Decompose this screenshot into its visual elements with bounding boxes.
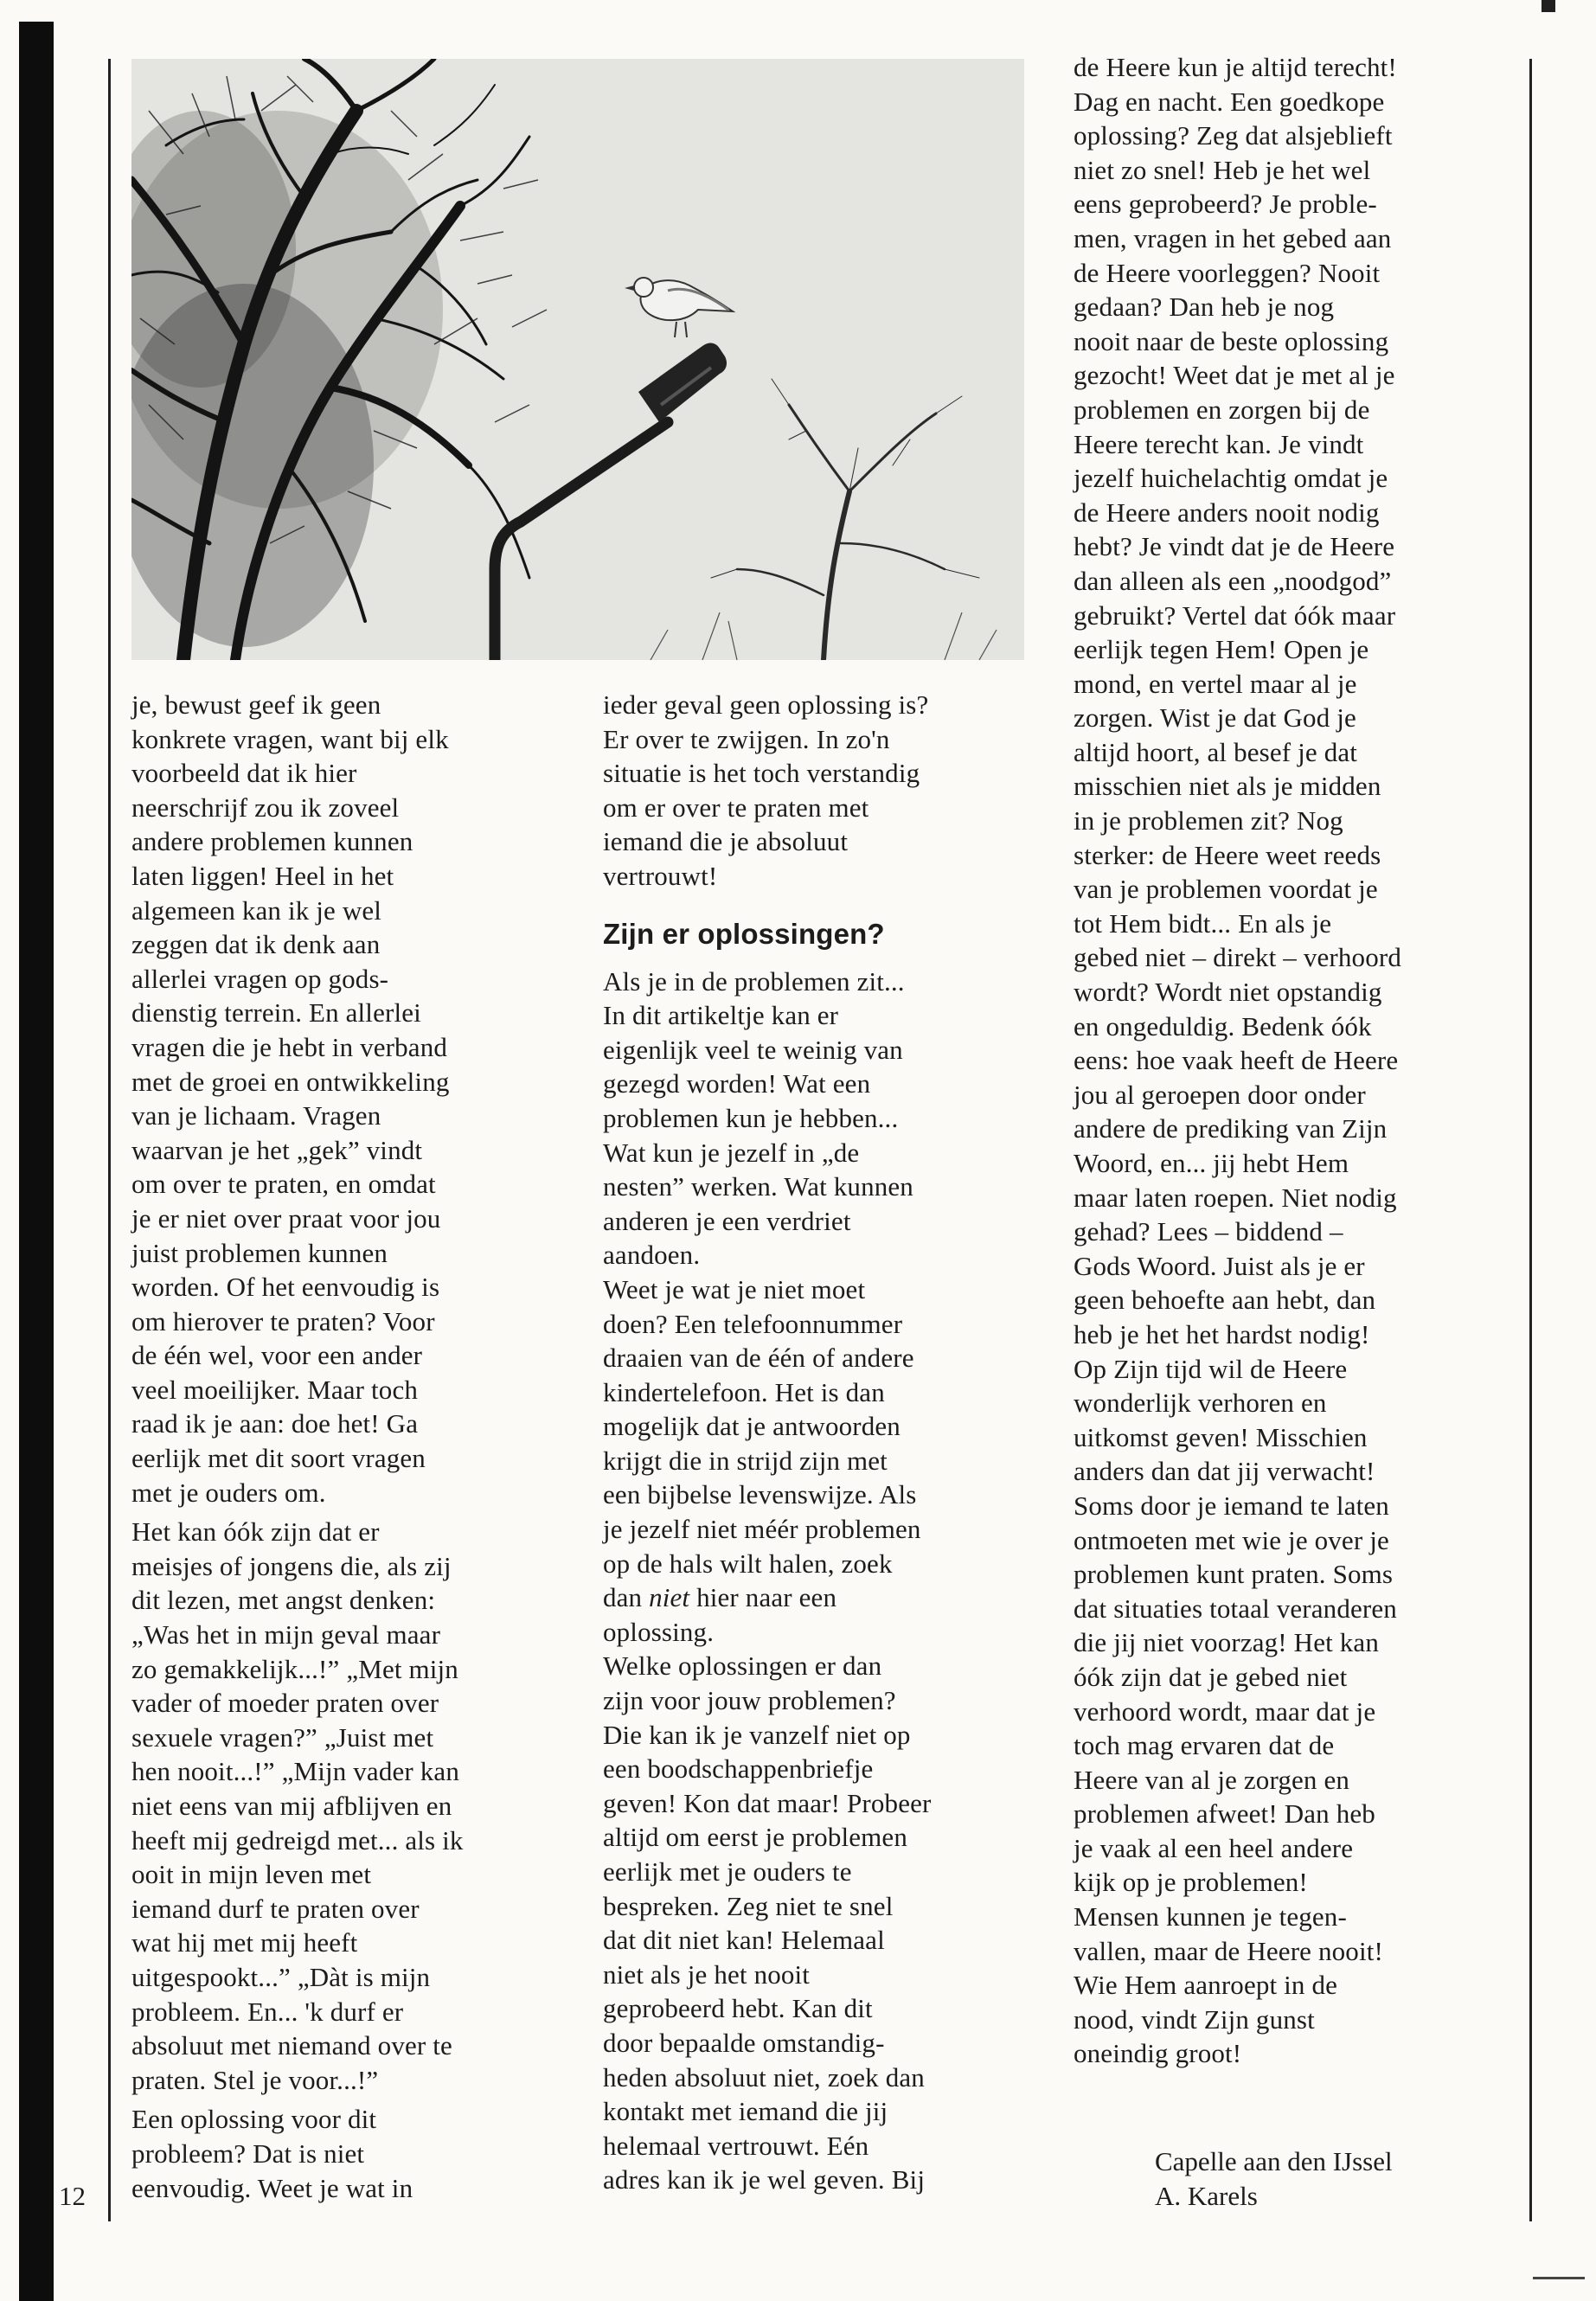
scan-bottom-mark (1533, 2277, 1585, 2279)
col3-line: jou al geroepen door onder (1074, 1079, 1366, 1110)
scan-top-mark (1542, 0, 1555, 12)
col3-line: gebed niet – direkt – verhoord (1074, 942, 1401, 973)
col3-line: men, vragen in het gebed aan (1074, 222, 1392, 253)
col1-line: konkrete vragen, want bij elk (131, 723, 449, 754)
col2-line: heden absoluut niet, zoek dan (603, 2061, 925, 2093)
col2-line: een boodschappenbriefje (603, 1753, 874, 1785)
col1-line: absoluut met niemand over te (131, 2030, 452, 2061)
col3-line: óók zijn dat je gebed niet (1074, 1661, 1348, 1692)
col2-line: problemen kun je hebben... (603, 1102, 899, 1133)
col3-line: toch mag ervaren dat de (1074, 1730, 1335, 1761)
paragraph-8 (1074, 50, 1523, 2071)
col1-line: algemeen kan ik je wel (131, 894, 382, 926)
col1-line: raad ik je aan: doe het! Ga (131, 1408, 419, 1439)
col1-line: met de groei en ontwikkeling (131, 1066, 450, 1097)
col2-line: dat dit niet kan! Helemaal (603, 1925, 885, 1956)
col3-line: gehad? Lees – biddend – (1074, 1216, 1343, 1247)
col1-line: dienstig terrein. En allerlei (131, 997, 421, 1029)
col3-line: problemen afweet! Dan heb (1074, 1798, 1375, 1830)
col1-line: wat hij met mij heeft (131, 1927, 358, 1958)
col2-line: eerlijk met je ouders te (603, 1856, 852, 1887)
col3-line: vallen, maar de Heere nooit! (1074, 1935, 1383, 1966)
col1-line: sexuele vragen?” „Juist met (131, 1721, 434, 1753)
col1-line: niet eens van mij afblijven en (131, 1791, 452, 1821)
col3-line: eens geprobeerd? Je proble- (1074, 189, 1377, 220)
article-column-1 (131, 688, 564, 2205)
col3-line: ontmoeten met wie je over je (1074, 1524, 1389, 1555)
col1-line: zeggen dat ik denk aan (131, 929, 381, 960)
page-number: 12 (59, 2181, 86, 2211)
col3-line: nooit naar de beste oplossing (1074, 325, 1389, 356)
col1-line: vader of moeder praten over (131, 1688, 439, 1719)
col1-line: iemand durf te praten over (131, 1893, 420, 1924)
col3-line: problemen kunt praten. Soms (1074, 1559, 1394, 1590)
article-column-2 (603, 688, 1035, 2197)
col2-line: bespreken. Zeg niet te snel (603, 1890, 894, 1921)
col1-line: allerlei vragen op gods- (131, 963, 389, 994)
col2-line: kindertelefoon. Het is dan (603, 1376, 885, 1407)
col2-line: doen? Een telefoonnummer (603, 1308, 903, 1339)
col3-line: Wie Hem aanroept in de (1074, 1970, 1338, 2001)
col2-line: zijn voor jouw problemen? (603, 1685, 896, 1716)
col1-line: Het kan óók zijn dat er (131, 1516, 380, 1548)
col1-line: je, bewust geef ik geen (131, 689, 381, 720)
col2-line: mogelijk dat je antwoorden (603, 1411, 901, 1442)
col3-line: jezelf huichelachtig omdat je (1074, 463, 1388, 494)
col3-line: Mensen kunnen je tegen- (1074, 1901, 1347, 1932)
col3-line: de Heere voorleggen? Nooit (1074, 257, 1381, 288)
col3-line: gezocht! Weet dat je met al je (1074, 360, 1395, 391)
col2-line: ieder geval geen oplossing is? (603, 689, 929, 720)
col2-line: niet als je het nooit (603, 1958, 811, 1990)
col1-line: voorbeeld dat ik hier (131, 758, 357, 789)
paragraph-2 (131, 1515, 564, 2097)
paragraph-7 (603, 1615, 1035, 2197)
col2-line: Welke oplossingen er dan (603, 1650, 882, 1682)
col1-line: veel moeilijker. Maar toch (131, 1374, 419, 1405)
col3-line: niet zo snel! Heb je het wel (1074, 154, 1371, 185)
col2-line: geprobeerd hebt. Kan dit (603, 1993, 873, 2024)
col3-line: zorgen. Wist je dat God je (1074, 702, 1356, 734)
col3-line: wordt? Wordt niet opstandig (1074, 977, 1382, 1008)
col3-line: geen behoefte aan hebt, dan (1074, 1285, 1376, 1316)
paragraph-1 (131, 688, 564, 1509)
col3-line: Heere van al je zorgen en (1074, 1764, 1350, 1795)
col3-line: misschien niet als je midden (1074, 771, 1381, 802)
col1-line: probleem. En... 'k durf er (131, 1996, 404, 2027)
col1-line: eerlijk met dit soort vragen (131, 1443, 426, 1474)
col3-line: dan alleen als een „noodgod” (1074, 565, 1392, 596)
col1-line: probleem? Dat is niet (131, 2138, 365, 2169)
col2-line: Weet je wat je niet moet (603, 1273, 866, 1304)
col2-line: helemaal vertrouwt. Eén (603, 2130, 869, 2161)
col1-line: Een oplossing voor dit (131, 2104, 377, 2135)
col2-line: situatie is het toch verstandig (603, 758, 920, 789)
col2-line: altijd om eerst je problemen (603, 1822, 907, 1853)
col2-line: Die kan ik je vanzelf niet op (603, 1719, 911, 1750)
paragraph-5 (603, 965, 1035, 1581)
col2-line: gezegd worden! Wat een (603, 1068, 871, 1099)
col2-line: anderen je een verdriet (603, 1205, 851, 1236)
col2-line: Wat kun je jezelf in „de (603, 1137, 860, 1168)
col1-line: laten liggen! Heel in het (131, 860, 394, 891)
col1-line: praten. Stel je voor...!” (131, 2064, 379, 2095)
col2-line: Als je in de problemen zit... (603, 965, 905, 997)
col2-line: vertrouwt! (603, 860, 718, 891)
col3-line: Dag en nacht. Een goedkope (1074, 86, 1385, 117)
col2-line: iemand die je absoluut (603, 826, 849, 857)
col1-line: juist problemen kunnen (131, 1237, 388, 1268)
col3-line: Gods Woord. Juist als je er (1074, 1250, 1365, 1281)
col3-line: eerlijk tegen Hem! Open je (1074, 634, 1369, 665)
col1-line: hen nooit...!” „Mijn vader kan (131, 1756, 459, 1787)
article-column-3 (1074, 50, 1523, 2071)
col3-line: verhoord wordt, maar dat je (1074, 1695, 1376, 1727)
col2-line: Er over te zwijgen. In zo'n (603, 723, 890, 754)
col3-line: mond, en vertel maar al je (1074, 668, 1357, 699)
col1-line: je er niet over praat voor jou (131, 1202, 441, 1234)
col3-line: eens: hoe vaak heeft de Heere (1074, 1045, 1399, 1076)
col3-line: oplossing? Zeg dat alsjeblieft (1074, 120, 1393, 151)
col1-line: eenvoudig. Weet je wat in (131, 2172, 413, 2203)
col2-line: In dit artikeltje kan er (603, 1000, 839, 1031)
col3-line: wonderlijk verhoren en (1074, 1388, 1327, 1419)
col2-line: nesten” werken. Wat kunnen (603, 1171, 913, 1202)
col3-line: gedaan? Dan heb je nog (1074, 292, 1335, 323)
col1-line: om hierover te praten? Voor (131, 1305, 435, 1336)
col1-line: worden. Of het eenvoudig is (131, 1272, 440, 1303)
col1-line: vragen die je hebt in verband (131, 1031, 448, 1062)
col1-line: waarvan je het „gek” vindt (131, 1134, 423, 1165)
col3-line: Op Zijn tijd wil de Heere (1074, 1353, 1348, 1384)
col1-line: dit lezen, met angst denken: (131, 1585, 436, 1616)
col3-line: nood, vindt Zijn gunst (1074, 2003, 1315, 2035)
col3-line: Heere terecht kan. Je vindt (1074, 428, 1364, 459)
col1-line: uitgespookt...” „Dàt is mijn (131, 1961, 431, 1992)
right-column-rule (1529, 59, 1532, 2221)
col1-line: met je ouders om. (131, 1477, 326, 1508)
col1-line: ooit in mijn leven met (131, 1859, 372, 1890)
col2-line: draaien van de één of andere (603, 1343, 914, 1374)
col2-line: op de hals wilt halen, zoek (603, 1548, 893, 1579)
col1-line: heeft mij gedreigd met... als ik (131, 1824, 464, 1856)
paragraph-3 (131, 2102, 564, 2205)
col3-line: maar laten roepen. Niet nodig (1074, 1182, 1397, 1213)
col3-line: die jij niet voorzag! Het kan (1074, 1627, 1379, 1658)
col1-line: om over te praten, en omdat (131, 1169, 436, 1200)
col2-line: een bijbelse levenswijze. Als (603, 1479, 917, 1510)
emphasis-niet: niet (649, 1582, 690, 1613)
section-heading: Zijn er oplossingen? (603, 917, 885, 950)
col3-line: je vaak al een heel andere (1074, 1832, 1354, 1863)
signature-place: Capelle aan den IJssel (1155, 2146, 1393, 2176)
col2-line: door bepaalde omstandig- (603, 2027, 885, 2058)
col2-line: kontakt met iemand die jij (603, 2096, 888, 2127)
col3-line: de Heere kun je altijd terecht! (1074, 52, 1397, 82)
col3-line: oneindig groot! (1074, 2038, 1242, 2069)
col2-line: om er over te praten met (603, 792, 869, 823)
scan-edge-bar (19, 22, 54, 2301)
col3-line: heb je het het hardst nodig! (1074, 1318, 1370, 1349)
col3-line: kijk op je problemen! (1074, 1867, 1308, 1898)
left-column-rule (108, 59, 111, 2221)
paragraph-6: dan niet hier naar een (603, 1582, 837, 1613)
col3-line: en ongeduldig. Bedenk óók (1074, 1010, 1372, 1042)
col2-line: je jezelf niet méér problemen (603, 1514, 921, 1545)
col3-line: Soms door je iemand te laten (1074, 1490, 1389, 1521)
col3-line: de Heere anders nooit nodig (1074, 497, 1380, 528)
col3-line: tot Hem bidt... En als je (1074, 907, 1332, 939)
paragraph-4 (603, 688, 1035, 894)
col2-line: oplossing. (603, 1616, 715, 1647)
col1-line: meisjes of jongens die, als zij (131, 1550, 452, 1581)
col1-line: zo gemakkelijk...!” „Met mijn (131, 1653, 458, 1684)
col3-line: in je problemen zit? Nog (1074, 805, 1343, 836)
col1-line: neerschrijf zou ik zoveel (131, 792, 400, 823)
col3-line: uitkomst geven! Misschien (1074, 1421, 1368, 1452)
col3-line: dat situaties totaal veranderen (1074, 1593, 1397, 1624)
col3-line: Woord, en... jij hebt Hem (1074, 1148, 1349, 1178)
col2-line: adres kan ik je wel geven. Bij (603, 2164, 926, 2195)
col3-line: anders dan dat jij verwacht! (1074, 1456, 1375, 1487)
article-photo (131, 59, 1024, 660)
col3-line: van je problemen voordat je (1074, 874, 1378, 905)
col2-line: eigenlijk veel te weinig van (603, 1034, 903, 1065)
col2-line: geven! Kon dat maar! Probeer (603, 1787, 932, 1818)
col3-line: hebt? Je vindt dat je de Heere (1074, 531, 1395, 562)
col3-line: gebruikt? Vertel dat óók maar (1074, 599, 1396, 631)
signature-block (1155, 2144, 1393, 2214)
col2-line: aandoen. (603, 1240, 701, 1271)
col3-line: altijd hoort, al besef je dat (1074, 736, 1358, 767)
col3-line: sterker: de Heere weet reeds (1074, 839, 1381, 870)
signature-author: A. Karels (1155, 2181, 1258, 2211)
col1-line: de één wel, voor een ander (131, 1340, 423, 1371)
col1-line: van je lichaam. Vragen (131, 1100, 381, 1131)
col1-line: „Was het in mijn geval maar (131, 1619, 441, 1650)
col2-line: krijgt die in strijd zijn met (603, 1445, 888, 1476)
col3-line: andere de prediking van Zijn (1074, 1113, 1388, 1144)
col3-line: problemen en zorgen bij de (1074, 394, 1370, 425)
col1-line: andere problemen kunnen (131, 826, 413, 857)
